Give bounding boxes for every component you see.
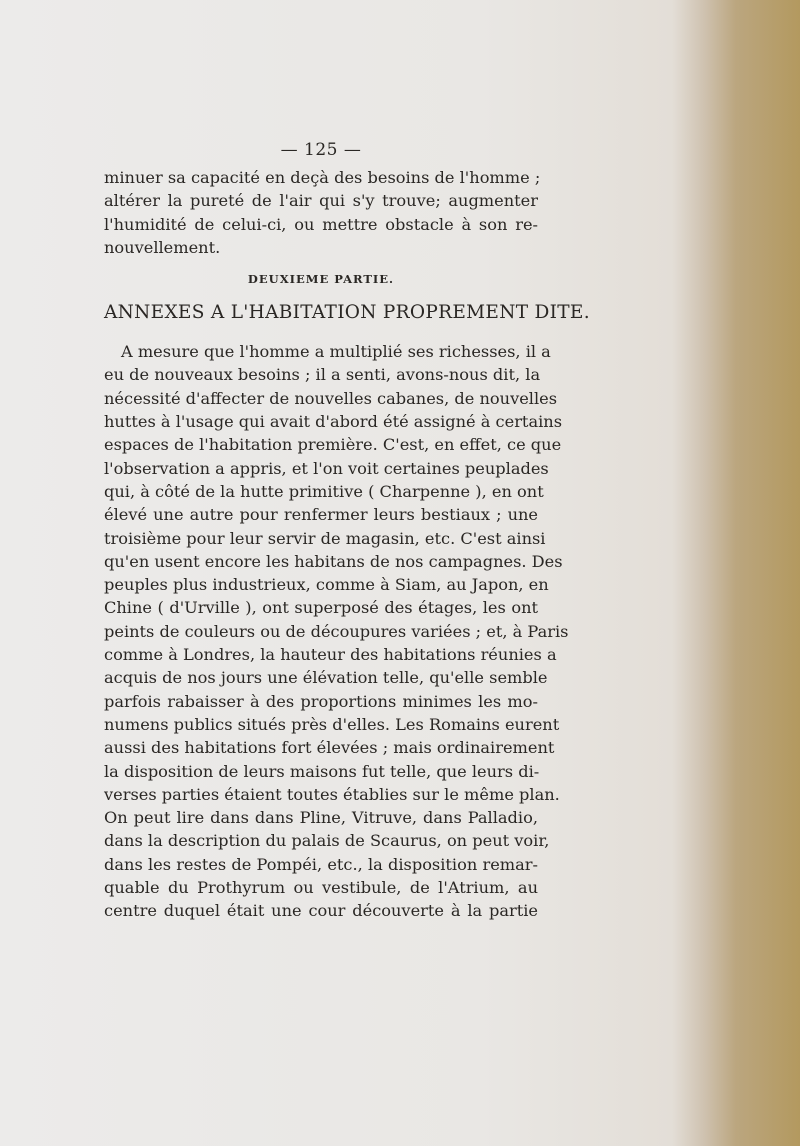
body-paragraph bbox=[104, 340, 569, 922]
text-line: quable du Prothyrum ou vestibule, de l'Atrium, au bbox=[104, 878, 538, 898]
text-line: huttes à l'usage qui avait d'abord été assigné à certains bbox=[104, 412, 563, 432]
text-line: peuples plus industrieux, comme à Siam, au Japon, en bbox=[104, 575, 549, 595]
text-line: comme à Londres, la hauteur des habitations réunies a bbox=[104, 645, 557, 665]
text-line: dans les restes de Pompéi, etc., la disposition remar- bbox=[104, 854, 538, 874]
text-line: espaces de l'habitation première. C'est, en effet, ce que bbox=[104, 435, 562, 455]
text-line: nouvellement. bbox=[104, 237, 221, 257]
text-line: la disposition de leurs maisons fut telle, que leurs di- bbox=[104, 761, 540, 781]
text-line: verses parties étaient toutes établies sur le même plan. bbox=[104, 784, 560, 804]
part-label: DEUXIEME PARTIE. bbox=[247, 272, 395, 287]
text-line: On peut lire dans dans Pline, Vitruve, dans Palladio, bbox=[104, 808, 538, 828]
text-line: qui, à côté de la hutte primitive ( Charpenne ), en ont bbox=[104, 481, 544, 501]
text-line: aussi des habitations fort élevées ; mais ordinairement bbox=[104, 738, 555, 758]
text-line: nécessité d'affecter de nouvelles cabanes, de nouvelles bbox=[104, 388, 558, 408]
text-line: A mesure que l'homme a multiplié ses richesses, il a bbox=[121, 342, 551, 362]
text-line: troisième pour leur servir de magasin, etc. C'est ainsi bbox=[104, 528, 546, 548]
text-line: Chine ( d'Urville ), ont superposé des étages, les ont bbox=[104, 598, 538, 618]
text-line: altérer la pureté de l'air qui s'y trouve; augmenter bbox=[104, 191, 538, 211]
text-line: l'humidité de celui-ci, ou mettre obstacle à son re- bbox=[104, 214, 538, 234]
text-line: élevé une autre pour renfermer leurs bestiaux ; une bbox=[104, 505, 538, 525]
page-number: — 125 — bbox=[280, 140, 362, 160]
text-line: dans la description du palais de Scaurus, on peut voir, bbox=[104, 831, 550, 851]
text-line: centre duquel était une cour découverte à la partie bbox=[104, 901, 538, 921]
text-line: eu de nouveaux besoins ; il a senti, avons-nous dit, la bbox=[104, 365, 541, 385]
text-line: numens publics situés près d'elles. Les Romains eurent bbox=[104, 714, 560, 734]
text-line: peints de couleurs ou de découpures variées ; et, à Paris bbox=[104, 621, 569, 641]
text-line: l'observation a appris, et l'on voit certaines peuplades bbox=[104, 458, 549, 478]
continuation-paragraph bbox=[104, 166, 541, 259]
text-line: minuer sa capacité en deçà des besoins de l'homme ; bbox=[104, 168, 541, 187]
text-line: qu'en usent encore les habitans de nos campagnes. Des bbox=[104, 551, 563, 571]
text-line: acquis de nos jours une élévation telle, qu'elle semble bbox=[104, 668, 548, 688]
text-line: parfois rabaisser à des proportions minimes les mo- bbox=[104, 691, 538, 711]
text-block bbox=[104, 140, 590, 923]
section-title: ANNEXES A L'HABITATION PROPREMENT DITE. bbox=[104, 302, 590, 324]
